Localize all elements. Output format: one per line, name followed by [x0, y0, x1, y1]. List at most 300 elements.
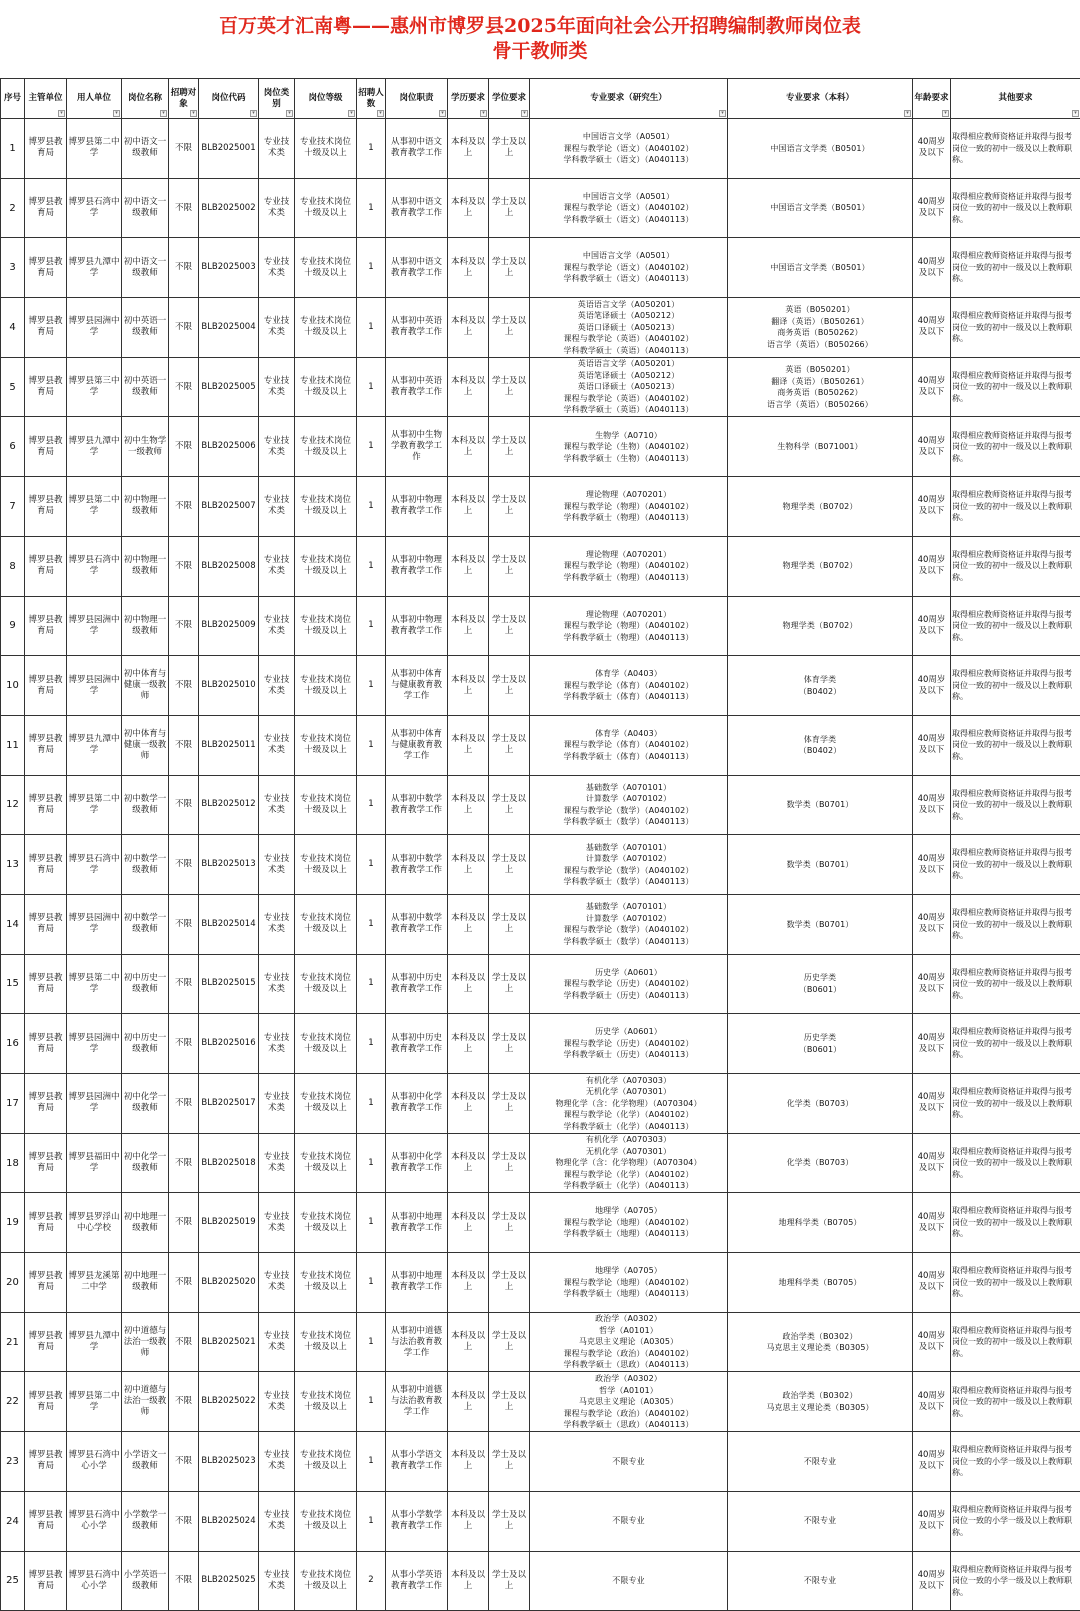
cell-level: 专业技术岗位十级及以上: [295, 1253, 357, 1313]
major-line: 理论物理（A070201）: [585, 490, 672, 500]
cell-category: 专业技术类: [259, 238, 295, 298]
major-line: 课程与教学论（物理）（A040102）: [563, 561, 694, 571]
cell-bach-major: [728, 1193, 913, 1253]
cell-bach-major: [728, 417, 913, 477]
cell-bach-major: [728, 1312, 913, 1372]
major-line: 翻译（英语）（B050261）: [771, 316, 869, 326]
major-line: 不限专业: [803, 1576, 837, 1586]
cell-post: 初中数学一级教师: [122, 775, 169, 835]
cell-seq: 24: [1, 1491, 25, 1551]
cell-post: 初中物理一级教师: [122, 477, 169, 537]
major-line: 课程与教学论（数学）（A040102）: [563, 805, 694, 815]
cell-duty: 从事初中语文教育教学工作: [386, 178, 448, 238]
major-line: 计算数学（A070102）: [585, 913, 672, 923]
cell-other: 取得相应教师资格证并取得与报考岗位一致的初中一级及以上教师职称。: [951, 1253, 1080, 1313]
cell-target: 不限: [169, 1133, 199, 1193]
page-title: 百万英才汇南粤——惠州市博罗县2025年面向社会公开招聘编制教师岗位表: [219, 15, 861, 37]
cell-unit: 博罗县龙溪第二中学: [67, 1253, 122, 1313]
major-line: 地理学（A0705）: [595, 1266, 662, 1276]
cell-category: 专业技术类: [259, 835, 295, 895]
header-label: 学位要求: [491, 93, 526, 103]
cell-post: 初中历史一级教师: [122, 1014, 169, 1074]
cell-level: 专业技术岗位十级及以上: [295, 954, 357, 1014]
major-line: 课程与教学论（物理）（A040102）: [563, 501, 694, 511]
cell-other: 取得相应教师资格证并取得与报考岗位一致的初中一级及以上教师职称。: [951, 417, 1080, 477]
major-line: 学科教学硕士（数学）（A040113）: [563, 817, 694, 827]
cell-code: BLB2025005: [199, 357, 259, 417]
cell-target: 不限: [169, 1253, 199, 1313]
major-line: 化学类（B0703）: [786, 1158, 854, 1168]
cell-duty: 从事初中历史教育教学工作: [386, 954, 448, 1014]
cell-count: 1: [357, 835, 386, 895]
cell-bach-major: [728, 954, 913, 1014]
cell-age: 40周岁及以下: [913, 954, 951, 1014]
cell-grad-major: [530, 954, 728, 1014]
cell-target: 不限: [169, 775, 199, 835]
cell-post: 小学英语一级教师: [122, 1551, 169, 1611]
cell-unit: 博罗县第二中学: [67, 954, 122, 1014]
cell-level: 专业技术岗位十级及以上: [295, 596, 357, 656]
cell-duty: 从事初中生物学教育教学工作: [386, 417, 448, 477]
cell-duty: 从事初中英语教育教学工作: [386, 357, 448, 417]
cell-other: 取得相应教师资格证并取得与报考岗位一致的初中一级及以上教师职称。: [951, 1372, 1080, 1432]
table-row: [1, 775, 1080, 835]
cell-dept: 博罗县教育局: [25, 238, 67, 298]
cell-code: BLB2025010: [199, 656, 259, 716]
cell-count: 1: [357, 298, 386, 358]
cell-degree: 学士及以上: [489, 178, 530, 238]
cell-edu: 本科及以上: [448, 1074, 489, 1134]
cell-other: 取得相应教师资格证并取得与报考岗位一致的初中一级及以上教师职称。: [951, 596, 1080, 656]
header-degree: [489, 79, 530, 119]
cell-count: 2: [357, 1551, 386, 1611]
cell-duty: 从事初中体育与健康教育教学工作: [386, 656, 448, 716]
cell-category: 专业技术类: [259, 357, 295, 417]
cell-count: 1: [357, 119, 386, 179]
cell-degree: 学士及以上: [489, 1074, 530, 1134]
cell-category: 专业技术类: [259, 417, 295, 477]
filter-dropdown-icon[interactable]: ▾: [160, 110, 167, 117]
cell-unit: 博罗县石湾中学: [67, 178, 122, 238]
major-line: 学科教学硕士（数学）（A040113）: [563, 877, 694, 887]
cell-category: 专业技术类: [259, 1133, 295, 1193]
major-line: 学科教学硕士（数学）（A040113）: [563, 936, 694, 946]
cell-other: 取得相应教师资格证并取得与报考岗位一致的初中一级及以上教师职称。: [951, 1133, 1080, 1193]
cell-bach-major: [728, 775, 913, 835]
header-label: 招聘对象: [170, 87, 197, 109]
major-line: 课程与教学论（历史）（A040102）: [563, 979, 694, 989]
filter-dropdown-icon[interactable]: ▾: [377, 110, 384, 117]
major-line: 物理学类（B0702）: [782, 561, 858, 571]
header-duty: [386, 79, 448, 119]
cell-grad-major: [530, 656, 728, 716]
cell-target: 不限: [169, 954, 199, 1014]
cell-count: 1: [357, 417, 386, 477]
cell-level: 专业技术岗位十级及以上: [295, 477, 357, 537]
cell-edu: 本科及以上: [448, 1253, 489, 1313]
cell-unit: 博罗县第二中学: [67, 119, 122, 179]
cell-unit: 博罗县园洲中学: [67, 1074, 122, 1134]
header-label: 其他要求: [998, 93, 1033, 103]
cell-grad-major: [530, 238, 728, 298]
cell-duty: 从事小学数学教育教学工作: [386, 1491, 448, 1551]
cell-code: BLB2025012: [199, 775, 259, 835]
major-line: 学科教学硕士（体育）（A040113）: [563, 751, 694, 761]
cell-post: 初中英语一级教师: [122, 357, 169, 417]
cell-unit: 博罗县石湾中学: [67, 536, 122, 596]
cell-count: 1: [357, 954, 386, 1014]
cell-degree: 学士及以上: [489, 1551, 530, 1611]
cell-post: 初中历史一级教师: [122, 954, 169, 1014]
cell-code: BLB2025019: [199, 1193, 259, 1253]
filter-dropdown-icon[interactable]: ▾: [942, 110, 949, 117]
header-label: 学历要求: [450, 93, 485, 103]
cell-target: 不限: [169, 1193, 199, 1253]
cell-category: 专业技术类: [259, 119, 295, 179]
cell-unit: 博罗县九潭中学: [67, 238, 122, 298]
cell-dept: 博罗县教育局: [25, 835, 67, 895]
cell-bach-major: [728, 715, 913, 775]
header-other: [951, 79, 1080, 119]
major-line: （B0402）: [798, 686, 842, 696]
cell-other: 取得相应教师资格证并取得与报考岗位一致的小学一级及以上教师职称。: [951, 1551, 1080, 1611]
cell-code: BLB2025008: [199, 536, 259, 596]
cell-category: 专业技术类: [259, 1372, 295, 1432]
header-label: 序号: [3, 93, 21, 103]
cell-target: 不限: [169, 1551, 199, 1611]
cell-duty: 从事初中数学教育教学工作: [386, 835, 448, 895]
cell-degree: 学士及以上: [489, 715, 530, 775]
header-target: [169, 79, 199, 119]
cell-dept: 博罗县教育局: [25, 1193, 67, 1253]
cell-bach-major: [728, 477, 913, 537]
cell-code: BLB2025023: [199, 1432, 259, 1492]
cell-seq: 21: [1, 1312, 25, 1372]
major-line: 基础数学（A070101）: [585, 902, 672, 912]
page-subtitle: 骨干教师类: [492, 40, 588, 62]
cell-age: 40周岁及以下: [913, 119, 951, 179]
cell-dept: 博罗县教育局: [25, 1491, 67, 1551]
cell-dept: 博罗县教育局: [25, 178, 67, 238]
cell-unit: 博罗县九潭中学: [67, 715, 122, 775]
cell-code: BLB2025016: [199, 1014, 259, 1074]
cell-level: 专业技术岗位十级及以上: [295, 1551, 357, 1611]
cell-dept: 博罗县教育局: [25, 1253, 67, 1313]
major-line: 有机化学（A070303）: [585, 1075, 672, 1085]
cell-duty: 从事初中道德与法治教育教学工作: [386, 1312, 448, 1372]
cell-category: 专业技术类: [259, 1074, 295, 1134]
cell-dept: 博罗县教育局: [25, 298, 67, 358]
cell-count: 1: [357, 1074, 386, 1134]
major-line: 物理化学（含：化学物理）（A070304）: [555, 1158, 702, 1168]
cell-seq: 20: [1, 1253, 25, 1313]
table-row: [1, 1551, 1080, 1611]
table-row: [1, 715, 1080, 775]
major-line: 学科教学硕士（语文）（A040113）: [563, 155, 694, 165]
cell-post: 初中语文一级教师: [122, 178, 169, 238]
major-line: 学科教学硕士（思政）（A040113）: [563, 1420, 694, 1430]
cell-duty: 从事初中语文教育教学工作: [386, 238, 448, 298]
cell-age: 40周岁及以下: [913, 1193, 951, 1253]
cell-code: BLB2025024: [199, 1491, 259, 1551]
cell-other: 取得相应教师资格证并取得与报考岗位一致的初中一级及以上教师职称。: [951, 894, 1080, 954]
cell-level: 专业技术岗位十级及以上: [295, 775, 357, 835]
filter-dropdown-icon[interactable]: ▾: [250, 110, 257, 117]
cell-level: 专业技术岗位十级及以上: [295, 1074, 357, 1134]
cell-code: BLB2025025: [199, 1551, 259, 1611]
cell-post: 初中语文一级教师: [122, 119, 169, 179]
cell-grad-major: [530, 1193, 728, 1253]
cell-bach-major: [728, 238, 913, 298]
cell-level: 专业技术岗位十级及以上: [295, 656, 357, 716]
cell-seq: 14: [1, 894, 25, 954]
cell-category: 专业技术类: [259, 1432, 295, 1492]
cell-age: 40周岁及以下: [913, 238, 951, 298]
major-line: 数学类（B0701）: [786, 919, 854, 929]
cell-bach-major: [728, 178, 913, 238]
cell-code: BLB2025018: [199, 1133, 259, 1193]
cell-edu: 本科及以上: [448, 715, 489, 775]
filter-dropdown-icon[interactable]: ▾: [348, 110, 355, 117]
filter-dropdown-icon[interactable]: ▾: [719, 110, 726, 117]
cell-seq: 15: [1, 954, 25, 1014]
cell-age: 40周岁及以下: [913, 417, 951, 477]
cell-category: 专业技术类: [259, 536, 295, 596]
table-body: [1, 119, 1080, 1611]
cell-category: 专业技术类: [259, 1193, 295, 1253]
major-line: 政治学类（B0302）: [782, 1331, 858, 1341]
table-row: [1, 1312, 1080, 1372]
cell-grad-major: [530, 1491, 728, 1551]
cell-bach-major: [728, 536, 913, 596]
cell-count: 1: [357, 477, 386, 537]
major-line: 学科教学硕士（化学）（A040113）: [563, 1181, 694, 1191]
major-line: 体育学类: [803, 734, 837, 744]
cell-age: 40周岁及以下: [913, 1133, 951, 1193]
major-line: 中国语言文学（A0501）: [582, 132, 675, 142]
cell-target: 不限: [169, 835, 199, 895]
filter-dropdown-icon[interactable]: ▾: [58, 110, 65, 117]
cell-count: 1: [357, 1432, 386, 1492]
cell-edu: 本科及以上: [448, 1372, 489, 1432]
cell-target: 不限: [169, 536, 199, 596]
header-edu: [448, 79, 489, 119]
major-line: 哲学（A0101）: [599, 1325, 658, 1335]
cell-level: 专业技术岗位十级及以上: [295, 238, 357, 298]
major-line: 哲学（A0101）: [599, 1385, 658, 1395]
cell-level: 专业技术岗位十级及以上: [295, 1014, 357, 1074]
cell-seq: 4: [1, 298, 25, 358]
table-row: [1, 656, 1080, 716]
cell-unit: 博罗县第二中学: [67, 775, 122, 835]
header-unit: [67, 79, 122, 119]
major-line: 生物科学（B071001）: [777, 442, 863, 452]
cell-duty: 从事初中历史教育教学工作: [386, 1014, 448, 1074]
cell-seq: 7: [1, 477, 25, 537]
major-line: 课程与教学论（政治）（A040102）: [563, 1408, 694, 1418]
filter-dropdown-icon[interactable]: ▾: [190, 110, 197, 117]
major-line: 学科教学硕士（地理）（A040113）: [563, 1229, 694, 1239]
cell-target: 不限: [169, 119, 199, 179]
cell-code: BLB2025022: [199, 1372, 259, 1432]
cell-seq: 1: [1, 119, 25, 179]
cell-duty: 从事初中英语教育教学工作: [386, 298, 448, 358]
cell-count: 1: [357, 596, 386, 656]
filter-dropdown-icon[interactable]: ▾: [521, 110, 528, 117]
cell-category: 专业技术类: [259, 775, 295, 835]
major-line: 课程与教学论（数学）（A040102）: [563, 925, 694, 935]
cell-target: 不限: [169, 1491, 199, 1551]
cell-category: 专业技术类: [259, 715, 295, 775]
cell-seq: 8: [1, 536, 25, 596]
cell-degree: 学士及以上: [489, 1432, 530, 1492]
cell-dept: 博罗县教育局: [25, 417, 67, 477]
cell-bach-major: [728, 1074, 913, 1134]
major-line: 学科教学硕士（物理）（A040113）: [563, 572, 694, 582]
major-line: 中国语言文学（A0501）: [582, 251, 675, 261]
cell-other: 取得相应教师资格证并取得与报考岗位一致的初中一级及以上教师职称。: [951, 715, 1080, 775]
cell-degree: 学士及以上: [489, 119, 530, 179]
table-row: [1, 954, 1080, 1014]
cell-age: 40周岁及以下: [913, 894, 951, 954]
cell-bach-major: [728, 1551, 913, 1611]
title-area: [0, 0, 1080, 78]
cell-category: 专业技术类: [259, 1491, 295, 1551]
table-row: [1, 477, 1080, 537]
cell-category: 专业技术类: [259, 1312, 295, 1372]
table-row: [1, 1074, 1080, 1134]
cell-degree: 学士及以上: [489, 775, 530, 835]
header-post: [122, 79, 169, 119]
major-line: 马克思主义理论类（B0305）: [766, 1343, 874, 1353]
cell-post: 初中语文一级教师: [122, 238, 169, 298]
cell-seq: 2: [1, 178, 25, 238]
cell-dept: 博罗县教育局: [25, 1014, 67, 1074]
header-label: 主管单位: [28, 93, 63, 103]
cell-dept: 博罗县教育局: [25, 1133, 67, 1193]
cell-age: 40周岁及以下: [913, 1432, 951, 1492]
cell-seq: 16: [1, 1014, 25, 1074]
cell-age: 40周岁及以下: [913, 1491, 951, 1551]
filter-dropdown-icon[interactable]: ▾: [286, 110, 293, 117]
cell-duty: 从事初中化学教育教学工作: [386, 1133, 448, 1193]
major-line: 马克思主义理论（A0305）: [578, 1337, 679, 1347]
cell-duty: 从事小学语文教育教学工作: [386, 1432, 448, 1492]
cell-age: 40周岁及以下: [913, 536, 951, 596]
table-row: [1, 238, 1080, 298]
header-seq: [1, 79, 25, 119]
major-line: 马克思主义理论类（B0305）: [766, 1402, 874, 1412]
cell-grad-major: [530, 1014, 728, 1074]
cell-dept: 博罗县教育局: [25, 1551, 67, 1611]
cell-count: 1: [357, 1133, 386, 1193]
table-row: [1, 536, 1080, 596]
cell-age: 40周岁及以下: [913, 1074, 951, 1134]
major-line: 马克思主义理论（A0305）: [578, 1397, 679, 1407]
cell-category: 专业技术类: [259, 656, 295, 716]
cell-count: 1: [357, 178, 386, 238]
major-line: 课程与教学论（化学）（A040102）: [563, 1110, 694, 1120]
table-row: [1, 1491, 1080, 1551]
header-grad-major: [530, 79, 728, 119]
cell-duty: 从事初中物理教育教学工作: [386, 477, 448, 537]
cell-degree: 学士及以上: [489, 1133, 530, 1193]
filter-dropdown-icon[interactable]: ▾: [113, 110, 120, 117]
cell-grad-major: [530, 1372, 728, 1432]
cell-grad-major: [530, 1253, 728, 1313]
filter-dropdown-icon[interactable]: ▾: [904, 110, 911, 117]
cell-other: 取得相应教师资格证并取得与报考岗位一致的初中一级及以上教师职称。: [951, 1074, 1080, 1134]
cell-dept: 博罗县教育局: [25, 656, 67, 716]
filter-dropdown-icon[interactable]: ▾: [480, 110, 487, 117]
cell-category: 专业技术类: [259, 1253, 295, 1313]
cell-target: 不限: [169, 357, 199, 417]
major-line: 课程与教学论（数学）（A040102）: [563, 865, 694, 875]
cell-level: 专业技术岗位十级及以上: [295, 715, 357, 775]
cell-seq: 10: [1, 656, 25, 716]
cell-dept: 博罗县教育局: [25, 1372, 67, 1432]
cell-age: 40周岁及以下: [913, 1312, 951, 1372]
cell-degree: 学士及以上: [489, 298, 530, 358]
major-line: 学科教学硕士（物理）（A040113）: [563, 632, 694, 642]
cell-degree: 学士及以上: [489, 596, 530, 656]
header-code: [199, 79, 259, 119]
major-line: 历史学（A0601）: [595, 1027, 662, 1037]
header-label: 专业要求（本科）: [785, 93, 854, 103]
major-line: 地理学（A0705）: [595, 1206, 662, 1216]
major-line: 语言学（英语）（B050266）: [767, 339, 873, 349]
filter-dropdown-icon[interactable]: ▾: [439, 110, 446, 117]
cell-grad-major: [530, 1133, 728, 1193]
major-line: 英语语言文学（A050201）: [577, 359, 680, 369]
cell-target: 不限: [169, 238, 199, 298]
header-label: 年龄要求: [914, 93, 949, 103]
cell-degree: 学士及以上: [489, 1312, 530, 1372]
cell-degree: 学士及以上: [489, 894, 530, 954]
filter-dropdown-icon[interactable]: ▾: [1072, 110, 1079, 117]
major-line: 计算数学（A070102）: [585, 854, 672, 864]
header-label: 岗位代码: [211, 93, 246, 103]
cell-other: 取得相应教师资格证并取得与报考岗位一致的初中一级及以上教师职称。: [951, 298, 1080, 358]
cell-code: BLB2025001: [199, 119, 259, 179]
cell-code: BLB2025014: [199, 894, 259, 954]
cell-seq: 22: [1, 1372, 25, 1432]
major-line: 翻译（英语）（B050261）: [771, 376, 869, 386]
cell-category: 专业技术类: [259, 178, 295, 238]
cell-unit: 博罗县石湾中心小学: [67, 1432, 122, 1492]
cell-grad-major: [530, 298, 728, 358]
cell-bach-major: [728, 298, 913, 358]
cell-category: 专业技术类: [259, 1551, 295, 1611]
cell-unit: 博罗县九潭中学: [67, 417, 122, 477]
major-line: 中国语言文学（A0501）: [582, 191, 675, 201]
major-line: 政治学（A0302）: [595, 1314, 662, 1324]
header-category: [259, 79, 295, 119]
cell-degree: 学士及以上: [489, 1491, 530, 1551]
cell-bach-major: [728, 894, 913, 954]
cell-grad-major: [530, 1312, 728, 1372]
major-line: 课程与教学论（英语）（A040102）: [563, 334, 694, 344]
header-label: 岗位等级: [308, 93, 343, 103]
cell-grad-major: [530, 1551, 728, 1611]
table-row: [1, 1014, 1080, 1074]
cell-post: 初中化学一级教师: [122, 1133, 169, 1193]
cell-age: 40周岁及以下: [913, 775, 951, 835]
cell-category: 专业技术类: [259, 1014, 295, 1074]
cell-dept: 博罗县教育局: [25, 119, 67, 179]
cell-age: 40周岁及以下: [913, 715, 951, 775]
major-line: 课程与教学论（英语）（A040102）: [563, 393, 694, 403]
